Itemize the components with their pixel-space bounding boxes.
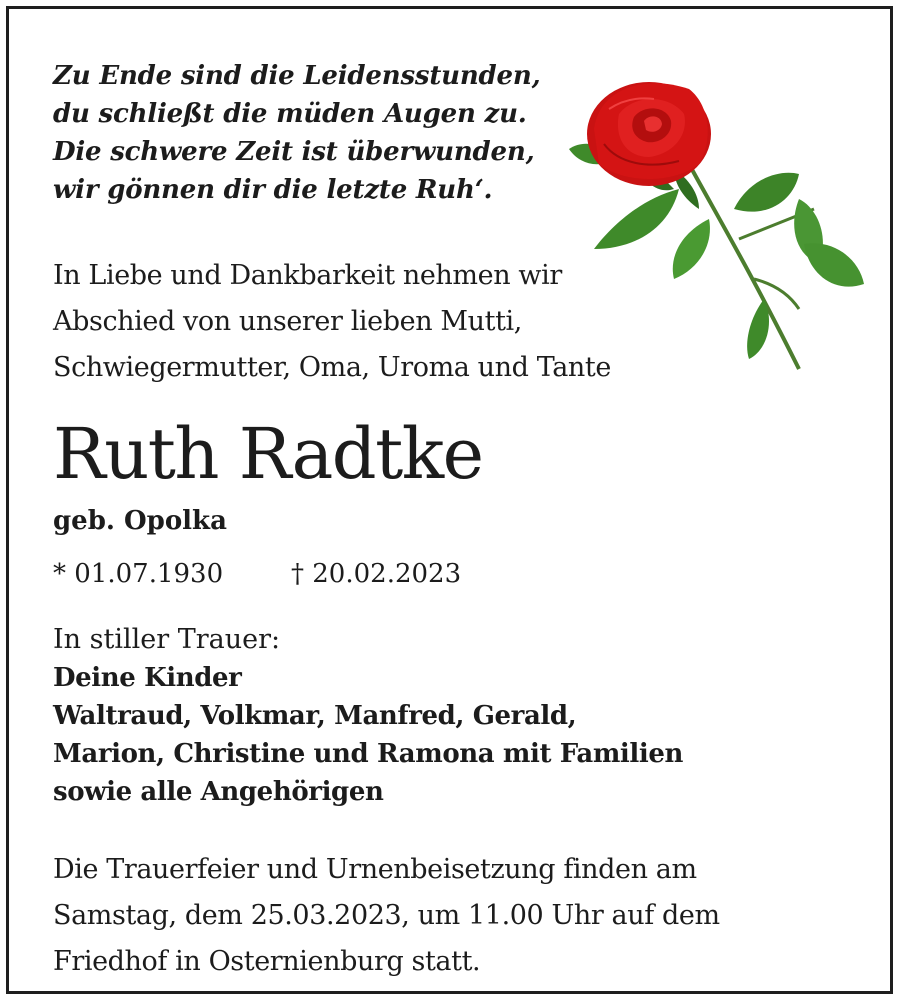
birth-date: * 01.07.1930 <box>53 559 224 589</box>
mourners-list <box>53 659 683 811</box>
intro-text <box>53 253 611 391</box>
red-rose-icon <box>549 69 879 379</box>
mourners-line: sowie alle Angehörigen <box>53 777 384 807</box>
life-dates <box>53 554 462 594</box>
poem-line: Zu Ende sind die Leidensstunden, <box>53 61 541 91</box>
poem-line: du schließt die müden Augen zu. <box>53 99 527 129</box>
death-date: † 20.02.2023 <box>291 559 462 589</box>
intro-line: In Liebe und Dankbarkeit nehmen wir <box>53 260 562 291</box>
funeral-line: Die Trauerfeier und Urnenbeisetzung finden am <box>53 854 697 885</box>
mourners-line: Deine Kinder <box>53 663 242 693</box>
intro-line: Schwiegermutter, Oma, Uroma und Tante <box>53 352 611 383</box>
mourners-line: Waltraud, Volkmar, Manfred, Gerald, <box>53 701 577 731</box>
deceased-name: Ruth Radtke <box>53 413 483 495</box>
mourners-label: In stiller Trauer: <box>53 624 281 655</box>
obituary-notice <box>6 6 893 994</box>
funeral-info <box>53 847 720 985</box>
funeral-line: Friedhof in Osternienburg statt. <box>53 946 481 977</box>
mourners-line: Marion, Christine und Ramona mit Familien <box>53 739 684 769</box>
funeral-line: Samstag, dem 25.03.2023, um 11.00 Uhr auf dem <box>53 900 720 931</box>
intro-line: Abschied von unserer lieben Mutti, <box>53 306 522 337</box>
maiden-name: geb. Opolka <box>53 506 227 536</box>
poem <box>53 57 540 209</box>
poem-line: wir gönnen dir die letzte Ruh‘. <box>53 175 493 205</box>
poem-line: Die schwere Zeit ist überwunden, <box>53 137 535 167</box>
